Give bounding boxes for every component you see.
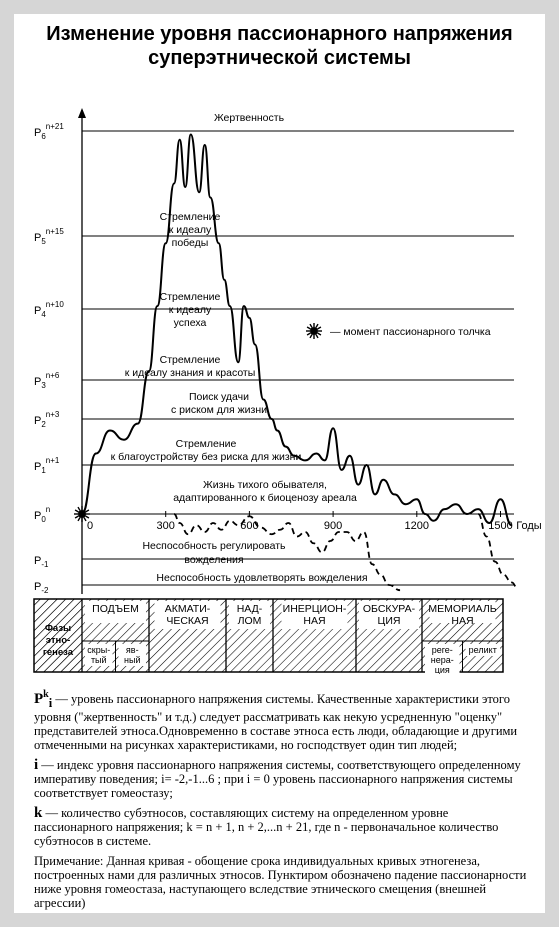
phase-name: ПОДЪЕМ: [92, 603, 139, 615]
legend-impulse-icon: [306, 323, 322, 339]
level-label: $P_4^{n+10}$: [34, 300, 64, 319]
x-tick-label: 1500: [488, 520, 513, 532]
phase-name: НАД-: [236, 603, 263, 615]
phase-sub-name: ный: [124, 655, 141, 665]
x-tick-label: 0: [86, 520, 94, 532]
level-band-label: к идеалу: [168, 304, 212, 316]
level-band-label: Жертвенность: [213, 112, 285, 124]
level-label: $P_0^n$: [34, 505, 51, 524]
x-tick-label: 1200: [404, 520, 430, 532]
level-band-label: с риском для жизни: [170, 404, 268, 416]
level-band-label: Стремление: [175, 438, 237, 450]
sun-ray: [307, 327, 310, 329]
phase-row-label: этно-: [45, 635, 71, 646]
phase-row-label: генеза: [42, 647, 74, 658]
x-tick-label: 900: [323, 520, 343, 532]
sun-ray: [310, 334, 312, 337]
phase-name: ИНЕРЦИОН-: [282, 603, 347, 615]
title-line-1: Изменение уровня пассионарного напряжения: [46, 23, 513, 45]
level-band-label: Неспособность удовлетворять вожделения: [156, 572, 368, 584]
level-band-label: Стремление: [159, 354, 221, 366]
phase-name: НАЯ: [451, 615, 474, 627]
sun-ray: [310, 324, 312, 327]
phase-name: ЦИЯ: [377, 615, 401, 627]
level-label: $P_{-1}$: [34, 555, 49, 569]
phase-sub-name: ция: [434, 665, 450, 674]
level-band-label: Неспособность регулировать: [142, 540, 286, 552]
passionarity-diagram: [14, 14, 545, 674]
x-tick-label: 600: [240, 520, 259, 532]
sun-ray: [75, 516, 78, 518]
phase-name: ЧЕСКАЯ: [166, 615, 209, 627]
level-label: $P_3^{n+6}$: [34, 371, 60, 390]
phase-sub-name: нера-: [430, 655, 454, 665]
sun-ray: [317, 327, 320, 329]
phase-name: ЛОМ: [237, 615, 262, 627]
note-symbol-i: i: [34, 757, 39, 773]
level-band-label: к идеалу: [168, 224, 212, 236]
level-band-label: победы: [171, 237, 209, 249]
sun-ray: [84, 517, 86, 520]
phase-name: НАЯ: [303, 615, 326, 627]
phase-sub-name: реликт: [468, 645, 497, 655]
y-axis-arrow: [78, 108, 86, 118]
sun-ray: [307, 333, 310, 335]
level-band-label: успеха: [173, 317, 207, 329]
sun-ray: [78, 517, 80, 520]
level-label: $P_6^{n+21}$: [34, 122, 64, 141]
sun-ray: [75, 510, 78, 512]
sun-ray: [316, 334, 318, 337]
level-band-label: Стремление: [159, 291, 221, 303]
phase-sub-name: скры-: [87, 645, 111, 655]
note-level-definition: $P^k_i$ — уровень пассионарного напряжения системы. Качественные характеристики этого уровня ("жертвенность" и т.д.) следует рассматривать как некую усредненную "оценку" представителей этноса.Одновременно в составе этноса есть люди, обладающие и другими отмеченными на рисунках характеристиками, но господствует один тип людей;: [34, 689, 518, 752]
legend-text: — момент пассионарного толчка: [330, 326, 491, 338]
phase-sub-name: яв-: [125, 645, 139, 655]
level-band-label: Поиск удачи: [189, 391, 249, 403]
note-subethnos-definition: k — количество субэтносов, составляющих систему на определенном уровне пассионарного напряжения; k = n + 1, n + 2,...n + 21, где n - первоначальное количество субэтносов в системе.: [34, 805, 499, 848]
note-symbol-p: $P^k_i$: [34, 689, 53, 710]
level-band-label: вожделения: [184, 554, 244, 566]
level-band-label: адаптированного к биоценозу ареала: [173, 492, 357, 504]
x-tick-label: 300: [156, 520, 175, 532]
level-band-label: к идеалу знания и красоты: [124, 367, 256, 379]
note-symbol-k: k: [34, 805, 43, 821]
phase-sub-name: реге-: [431, 645, 453, 655]
note-remark: Примечание: Данная кривая - обощение срока индивидуальных кривых этногенеза, построенных нами для различных этносов. Пунктиром обозначено падение пассионарности ниже уровня гомеостаза, наступающего вследствие этнического смещения (внешней агрессии): [34, 854, 527, 910]
level-band-label: Стремление: [159, 211, 221, 223]
level-label: $P_2^{n+3}$: [34, 410, 60, 429]
sun-ray: [78, 507, 80, 510]
level-label: $P_{-2}$: [34, 581, 49, 595]
phase-sub-name: тый: [90, 655, 107, 665]
sun-ray: [85, 516, 88, 518]
phase-row-label: Фазы: [44, 623, 72, 634]
phase-name: МЕМОРИАЛЬ: [428, 603, 497, 615]
note-index-definition: i — индекс уровня пассионарного напряжения системы, соответствующего определенному императиву поведения; i= -2,-1...6 ; при i = 0 уровень пассионарного напряжения системы соответствует гомеостазу;: [34, 757, 521, 800]
sun-core: [310, 327, 318, 335]
sun-core: [78, 510, 86, 518]
sun-ray: [317, 333, 320, 335]
level-label: $P_1^{n+1}$: [34, 456, 60, 475]
level-band-label: Жизнь тихого обывателя,: [203, 479, 327, 491]
sun-ray: [316, 324, 318, 327]
phase-name: ОБСКУРА-: [362, 603, 416, 615]
sun-ray: [85, 510, 88, 512]
phase-name: АКМАТИ-: [164, 603, 211, 615]
explanatory-notes: [34, 688, 530, 913]
level-label: $P_5^{n+15}$: [34, 227, 64, 246]
level-band-label: к благоустройству без риска для жизни: [110, 451, 302, 463]
page: [14, 14, 545, 913]
title-line-2: суперэтнической системы: [148, 47, 411, 69]
x-unit-label: Годы: [516, 520, 542, 532]
